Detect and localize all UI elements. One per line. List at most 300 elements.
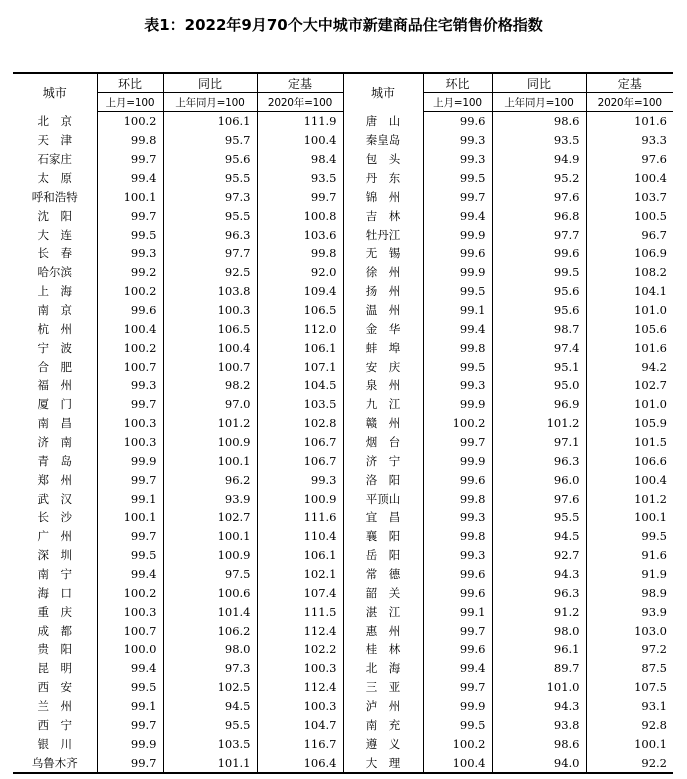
left-city-cell: 重 庆 [37, 604, 72, 619]
left-base-cell: 111.5 [257, 602, 343, 621]
right-base-cell: 97.6 [586, 150, 673, 169]
right-mom-cell: 100.4 [423, 753, 492, 773]
right-mom-cell: 99.9 [423, 395, 492, 414]
right-city-cell: 秦皇岛 [343, 131, 423, 150]
right-mom-cell: 99.6 [423, 583, 492, 602]
header-base-right: 定基 [586, 73, 673, 93]
right-yoy-cell: 101.2 [492, 414, 586, 433]
header-yoy-left: 同比 [163, 73, 257, 93]
right-base-cell: 104.1 [586, 282, 673, 301]
left-mom-cell: 99.6 [97, 301, 163, 320]
left-mom-cell: 99.7 [97, 470, 163, 489]
left-base-cell: 100.4 [257, 131, 343, 150]
right-city-cell: 牡丹江 [343, 225, 423, 244]
left-city-cell: 杭 州 [37, 321, 72, 336]
right-yoy-cell: 97.4 [492, 338, 586, 357]
right-mom-cell: 99.6 [423, 470, 492, 489]
subheader-yoy-right: 上年同月=100 [492, 93, 586, 112]
right-base-cell: 101.5 [586, 433, 673, 452]
right-city-cell: 洛 阳 [343, 470, 423, 489]
left-base-cell: 111.6 [257, 508, 343, 527]
right-city-cell: 北 海 [343, 659, 423, 678]
right-mom-cell: 99.3 [423, 508, 492, 527]
left-city-cell: 哈尔滨 [37, 265, 72, 280]
left-yoy-cell: 100.9 [163, 546, 257, 565]
right-base-cell: 103.0 [586, 621, 673, 640]
left-city-cell: 西 宁 [37, 717, 72, 732]
left-city-cell: 南 京 [37, 303, 72, 318]
right-base-cell: 96.7 [586, 225, 673, 244]
left-base-cell: 112.0 [257, 319, 343, 338]
right-base-cell: 105.9 [586, 414, 673, 433]
left-base-cell: 107.4 [257, 583, 343, 602]
left-city-cell: 乌鲁木齐 [13, 753, 97, 773]
left-city-cell: 西 安 [37, 680, 72, 695]
left-base-cell: 98.4 [257, 150, 343, 169]
right-base-cell: 92.8 [586, 716, 673, 735]
left-yoy-cell: 100.3 [163, 301, 257, 320]
left-yoy-cell: 95.5 [163, 716, 257, 735]
right-yoy-cell: 94.3 [492, 697, 586, 716]
left-yoy-cell: 100.1 [163, 527, 257, 546]
right-yoy-cell: 95.2 [492, 169, 586, 188]
right-city-cell: 惠 州 [343, 621, 423, 640]
left-base-cell: 100.3 [257, 697, 343, 716]
right-base-cell: 100.5 [586, 206, 673, 225]
left-city-cell: 海 口 [37, 585, 72, 600]
left-mom-cell: 99.5 [97, 225, 163, 244]
left-yoy-cell: 101.1 [163, 753, 257, 773]
right-mom-cell: 99.7 [423, 678, 492, 697]
left-yoy-cell: 95.6 [163, 150, 257, 169]
left-yoy-cell: 95.7 [163, 131, 257, 150]
table-row [13, 734, 673, 753]
left-base-cell: 106.5 [257, 301, 343, 320]
left-mom-cell: 99.1 [97, 489, 163, 508]
right-mom-cell: 99.9 [423, 451, 492, 470]
right-mom-cell: 99.9 [423, 225, 492, 244]
right-base-cell: 108.2 [586, 263, 673, 282]
left-mom-cell: 100.2 [97, 282, 163, 301]
left-yoy-cell: 96.3 [163, 225, 257, 244]
right-city-cell: 丹 东 [343, 169, 423, 188]
right-yoy-cell: 95.5 [492, 508, 586, 527]
left-mom-cell: 99.7 [97, 753, 163, 773]
subheader-base-right: 2020年=100 [586, 93, 673, 112]
subheader-mom-right: 上月=100 [423, 93, 492, 112]
left-city-cell: 武 汉 [37, 491, 72, 506]
left-city-cell: 银 川 [37, 736, 72, 751]
left-mom-cell: 99.3 [97, 376, 163, 395]
right-base-cell: 93.3 [586, 131, 673, 150]
table-row [13, 565, 673, 584]
right-base-cell: 91.9 [586, 565, 673, 584]
right-yoy-cell: 91.2 [492, 602, 586, 621]
table-row [13, 244, 673, 263]
left-base-cell: 109.4 [257, 282, 343, 301]
right-base-cell: 91.6 [586, 546, 673, 565]
table-row [13, 678, 673, 697]
left-base-cell: 99.8 [257, 244, 343, 263]
right-mom-cell: 99.6 [423, 244, 492, 263]
table-row [13, 753, 673, 773]
left-mom-cell: 99.1 [97, 697, 163, 716]
right-city-cell: 扬 州 [343, 282, 423, 301]
right-city-cell: 安 庆 [343, 357, 423, 376]
left-city-cell: 深 圳 [37, 548, 72, 563]
right-base-cell: 101.6 [586, 112, 673, 131]
right-city-cell: 平顶山 [343, 489, 423, 508]
left-city-cell: 石家庄 [37, 152, 72, 167]
right-yoy-cell: 94.0 [492, 753, 586, 773]
right-mom-cell: 99.5 [423, 357, 492, 376]
left-base-cell: 100.3 [257, 659, 343, 678]
left-yoy-cell: 103.8 [163, 282, 257, 301]
right-yoy-cell: 95.6 [492, 301, 586, 320]
right-base-cell: 103.7 [586, 187, 673, 206]
table-row [13, 546, 673, 565]
table-row [13, 282, 673, 301]
left-base-cell: 103.5 [257, 395, 343, 414]
left-base-cell: 100.9 [257, 489, 343, 508]
left-yoy-cell: 94.5 [163, 697, 257, 716]
left-base-cell: 110.4 [257, 527, 343, 546]
table-row [13, 621, 673, 640]
right-city-cell: 泉 州 [343, 376, 423, 395]
table-row [13, 527, 673, 546]
right-base-cell: 101.0 [586, 395, 673, 414]
left-yoy-cell: 96.2 [163, 470, 257, 489]
right-base-cell: 101.2 [586, 489, 673, 508]
left-mom-cell: 100.2 [97, 338, 163, 357]
right-city-cell: 烟 台 [343, 433, 423, 452]
subheader-mom-left: 上月=100 [97, 93, 163, 112]
right-yoy-cell: 96.1 [492, 640, 586, 659]
right-city-cell: 南 充 [343, 716, 423, 735]
price-index-table [13, 72, 673, 774]
left-mom-cell: 99.3 [97, 244, 163, 263]
subheader-yoy-left: 上年同月=100 [163, 93, 257, 112]
right-base-cell: 92.2 [586, 753, 673, 773]
right-mom-cell: 99.3 [423, 150, 492, 169]
left-yoy-cell: 97.3 [163, 187, 257, 206]
right-mom-cell: 100.2 [423, 734, 492, 753]
right-yoy-cell: 94.5 [492, 527, 586, 546]
left-city-cell: 济 南 [37, 435, 72, 450]
left-city-cell: 大 连 [37, 227, 72, 242]
table-row [13, 319, 673, 338]
table-row [13, 338, 673, 357]
table-row [13, 451, 673, 470]
left-city-cell: 呼和浩特 [31, 189, 78, 204]
right-base-cell: 97.2 [586, 640, 673, 659]
left-city-cell: 天 津 [37, 133, 72, 148]
left-base-cell: 112.4 [257, 621, 343, 640]
right-yoy-cell: 93.8 [492, 716, 586, 735]
right-yoy-cell: 98.7 [492, 319, 586, 338]
left-city-cell: 宁 波 [37, 340, 72, 355]
left-mom-cell: 100.4 [97, 319, 163, 338]
right-yoy-cell: 97.1 [492, 433, 586, 452]
left-base-cell: 107.1 [257, 357, 343, 376]
header-city-right: 城市 [343, 73, 423, 112]
right-base-cell: 100.1 [586, 734, 673, 753]
left-base-cell: 106.7 [257, 433, 343, 452]
left-yoy-cell: 100.7 [163, 357, 257, 376]
header-mom-left: 环比 [97, 73, 163, 93]
left-base-cell: 106.4 [257, 753, 343, 773]
left-base-cell: 93.5 [257, 169, 343, 188]
table-row [13, 112, 673, 131]
left-city-cell: 福 州 [37, 378, 72, 393]
right-mom-cell: 99.9 [423, 697, 492, 716]
left-base-cell: 100.8 [257, 206, 343, 225]
right-base-cell: 106.9 [586, 244, 673, 263]
left-city-cell: 青 岛 [37, 453, 72, 468]
right-base-cell: 101.0 [586, 301, 673, 320]
right-mom-cell: 99.8 [423, 338, 492, 357]
right-city-cell: 湛 江 [343, 602, 423, 621]
right-yoy-cell: 97.6 [492, 187, 586, 206]
right-base-cell: 99.5 [586, 527, 673, 546]
left-mom-cell: 99.9 [97, 734, 163, 753]
table-title: 表1：2022年9月70个大中城市新建商品住宅销售价格指数 [144, 16, 543, 34]
right-base-cell: 98.9 [586, 583, 673, 602]
table-row [13, 414, 673, 433]
header-yoy-right: 同比 [492, 73, 586, 93]
left-base-cell: 102.2 [257, 640, 343, 659]
right-city-cell: 韶 关 [343, 583, 423, 602]
right-yoy-cell: 92.7 [492, 546, 586, 565]
table-row [13, 131, 673, 150]
right-mom-cell: 99.8 [423, 527, 492, 546]
left-mom-cell: 99.7 [97, 716, 163, 735]
left-mom-cell: 100.1 [97, 187, 163, 206]
right-yoy-cell: 99.6 [492, 244, 586, 263]
right-mom-cell: 99.8 [423, 489, 492, 508]
left-mom-cell: 99.8 [97, 131, 163, 150]
left-mom-cell: 99.4 [97, 565, 163, 584]
table-row [13, 508, 673, 527]
right-yoy-cell: 98.6 [492, 112, 586, 131]
right-yoy-cell: 98.6 [492, 734, 586, 753]
left-yoy-cell: 95.5 [163, 206, 257, 225]
left-base-cell: 116.7 [257, 734, 343, 753]
left-city-cell: 长 春 [37, 246, 72, 261]
table-row [13, 301, 673, 320]
right-yoy-cell: 97.7 [492, 225, 586, 244]
header-city-left: 城市 [13, 73, 97, 112]
left-city-cell: 厦 门 [37, 397, 72, 412]
left-base-cell: 106.7 [257, 451, 343, 470]
right-city-cell: 吉 林 [343, 206, 423, 225]
left-yoy-cell: 100.1 [163, 451, 257, 470]
left-mom-cell: 99.7 [97, 395, 163, 414]
right-city-cell: 徐 州 [343, 263, 423, 282]
right-city-cell: 唐 山 [343, 112, 423, 131]
right-city-cell: 三 亚 [343, 678, 423, 697]
left-city-cell: 贵 阳 [37, 642, 72, 657]
left-mom-cell: 99.5 [97, 546, 163, 565]
right-yoy-cell: 94.3 [492, 565, 586, 584]
left-base-cell: 106.1 [257, 546, 343, 565]
left-yoy-cell: 106.1 [163, 112, 257, 131]
right-city-cell: 蚌 埠 [343, 338, 423, 357]
right-city-cell: 泸 州 [343, 697, 423, 716]
right-city-cell: 锦 州 [343, 187, 423, 206]
left-city-cell: 南 昌 [37, 416, 72, 431]
right-mom-cell: 99.3 [423, 376, 492, 395]
left-city-cell: 成 都 [37, 623, 72, 638]
right-mom-cell: 99.1 [423, 301, 492, 320]
left-yoy-cell: 98.0 [163, 640, 257, 659]
left-mom-cell: 100.7 [97, 357, 163, 376]
left-mom-cell: 100.2 [97, 583, 163, 602]
left-yoy-cell: 102.7 [163, 508, 257, 527]
right-mom-cell: 99.9 [423, 263, 492, 282]
table-row [13, 433, 673, 452]
left-yoy-cell: 95.5 [163, 169, 257, 188]
right-mom-cell: 99.3 [423, 546, 492, 565]
left-base-cell: 104.5 [257, 376, 343, 395]
left-city-cell: 郑 州 [37, 472, 72, 487]
right-city-cell: 温 州 [343, 301, 423, 320]
left-yoy-cell: 100.6 [163, 583, 257, 602]
table-row [13, 659, 673, 678]
left-yoy-cell: 101.4 [163, 602, 257, 621]
right-city-cell: 宜 昌 [343, 508, 423, 527]
left-city-cell: 广 州 [37, 529, 72, 544]
right-yoy-cell: 96.8 [492, 206, 586, 225]
right-city-cell: 襄 阳 [343, 527, 423, 546]
right-mom-cell: 99.6 [423, 112, 492, 131]
table-body [13, 112, 673, 774]
right-base-cell: 107.5 [586, 678, 673, 697]
header-base-left: 定基 [257, 73, 343, 93]
right-city-cell: 济 宁 [343, 451, 423, 470]
right-base-cell: 94.2 [586, 357, 673, 376]
left-yoy-cell: 92.5 [163, 263, 257, 282]
left-yoy-cell: 101.2 [163, 414, 257, 433]
right-base-cell: 106.6 [586, 451, 673, 470]
left-base-cell: 104.7 [257, 716, 343, 735]
right-mom-cell: 99.5 [423, 716, 492, 735]
table-row [13, 376, 673, 395]
left-mom-cell: 100.0 [97, 640, 163, 659]
left-mom-cell: 99.7 [97, 150, 163, 169]
right-mom-cell: 99.5 [423, 282, 492, 301]
right-mom-cell: 99.7 [423, 621, 492, 640]
subheader-base-left: 2020年=100 [257, 93, 343, 112]
right-yoy-cell: 98.0 [492, 621, 586, 640]
left-mom-cell: 100.3 [97, 414, 163, 433]
left-yoy-cell: 97.0 [163, 395, 257, 414]
left-yoy-cell: 100.4 [163, 338, 257, 357]
left-yoy-cell: 102.5 [163, 678, 257, 697]
left-yoy-cell: 97.3 [163, 659, 257, 678]
right-base-cell: 100.4 [586, 169, 673, 188]
right-mom-cell: 99.6 [423, 640, 492, 659]
table-row [13, 150, 673, 169]
left-mom-cell: 100.3 [97, 433, 163, 452]
right-city-cell: 无 锡 [343, 244, 423, 263]
right-mom-cell: 99.7 [423, 187, 492, 206]
left-city-cell: 南 宁 [37, 567, 72, 582]
right-yoy-cell: 96.9 [492, 395, 586, 414]
left-base-cell: 111.9 [257, 112, 343, 131]
left-mom-cell: 100.2 [97, 112, 163, 131]
right-yoy-cell: 95.0 [492, 376, 586, 395]
left-yoy-cell: 98.2 [163, 376, 257, 395]
table-row [13, 602, 673, 621]
right-city-cell: 岳 阳 [343, 546, 423, 565]
right-city-cell: 大 理 [343, 753, 423, 773]
left-base-cell: 102.1 [257, 565, 343, 584]
table-row [13, 395, 673, 414]
table-row [13, 716, 673, 735]
left-yoy-cell: 97.5 [163, 565, 257, 584]
table-row [13, 206, 673, 225]
table-row [13, 583, 673, 602]
left-city-cell: 昆 明 [37, 661, 72, 676]
right-base-cell: 102.7 [586, 376, 673, 395]
left-mom-cell: 99.9 [97, 451, 163, 470]
right-city-cell: 金 华 [343, 319, 423, 338]
right-yoy-cell: 96.3 [492, 451, 586, 470]
right-base-cell: 100.1 [586, 508, 673, 527]
right-city-cell: 赣 州 [343, 414, 423, 433]
left-city-cell: 合 肥 [37, 359, 72, 374]
left-mom-cell: 100.1 [97, 508, 163, 527]
left-mom-cell: 99.4 [97, 659, 163, 678]
left-yoy-cell: 97.7 [163, 244, 257, 263]
right-yoy-cell: 96.0 [492, 470, 586, 489]
right-city-cell: 遵 义 [343, 734, 423, 753]
right-base-cell: 93.9 [586, 602, 673, 621]
left-city-cell: 长 沙 [37, 510, 72, 525]
left-city-cell: 上 海 [37, 284, 72, 299]
right-city-cell: 九 江 [343, 395, 423, 414]
left-yoy-cell: 106.5 [163, 319, 257, 338]
right-base-cell: 105.6 [586, 319, 673, 338]
left-base-cell: 92.0 [257, 263, 343, 282]
right-city-cell: 常 德 [343, 565, 423, 584]
right-base-cell: 93.1 [586, 697, 673, 716]
left-base-cell: 112.4 [257, 678, 343, 697]
left-mom-cell: 100.3 [97, 602, 163, 621]
table-row [13, 169, 673, 188]
left-mom-cell: 99.7 [97, 527, 163, 546]
table-row [13, 697, 673, 716]
table-row [13, 225, 673, 244]
left-yoy-cell: 100.9 [163, 433, 257, 452]
left-base-cell: 99.7 [257, 187, 343, 206]
right-yoy-cell: 96.3 [492, 583, 586, 602]
left-yoy-cell: 93.9 [163, 489, 257, 508]
right-yoy-cell: 97.6 [492, 489, 586, 508]
right-mom-cell: 99.5 [423, 169, 492, 188]
right-mom-cell: 99.1 [423, 602, 492, 621]
table-row [13, 263, 673, 282]
right-base-cell: 87.5 [586, 659, 673, 678]
left-yoy-cell: 106.2 [163, 621, 257, 640]
right-mom-cell: 99.4 [423, 659, 492, 678]
right-city-cell: 桂 林 [343, 640, 423, 659]
left-base-cell: 106.1 [257, 338, 343, 357]
right-mom-cell: 99.4 [423, 206, 492, 225]
right-yoy-cell: 89.7 [492, 659, 586, 678]
left-base-cell: 102.8 [257, 414, 343, 433]
